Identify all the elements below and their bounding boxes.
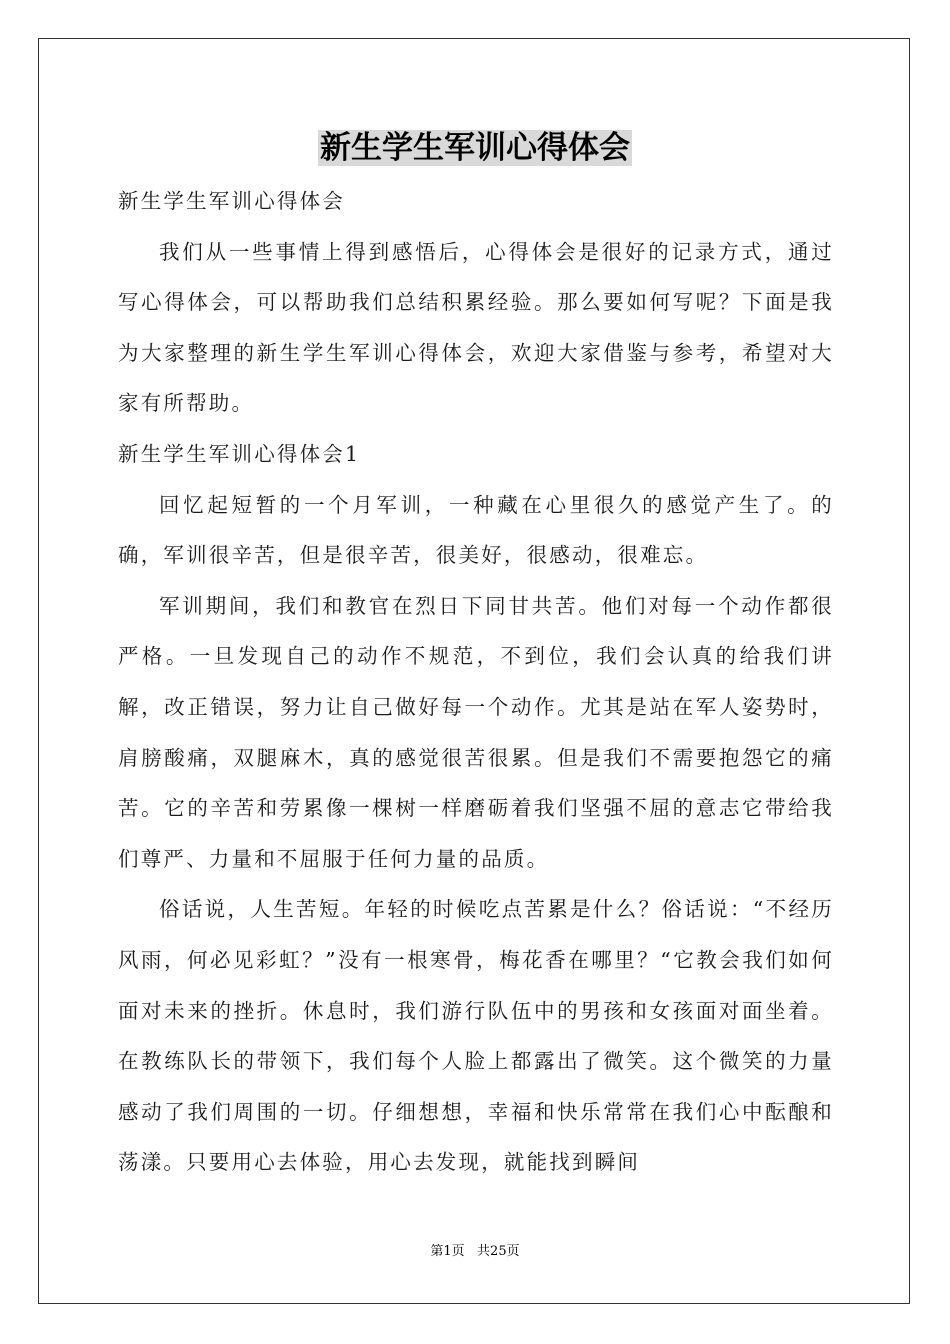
- document-body: [118, 176, 834, 1188]
- page-number: 第1页 共25页: [430, 1244, 520, 1259]
- paragraph-body-3: 俗话说，人生苦短。年轻的时候吃点苦累是什么？俗话说：“不经历风雨，何必见彩虹？”没有一根寒骨，梅花香在哪里？“它教会我们如何面对未来的挫折。休息时，我们游行队伍中的男孩和女孩面对面坐着。在教练队长的带领下，我们每个人脸上都露出了微笑。这个微笑的力量感动了我们周围的一切。仔细想想，幸福和快乐常常在我们心中酝酿和荡漾。只要用心去体验，用心去发现，就能找到瞬间: [118, 897, 834, 1175]
- paragraph-body-1: 回忆起短暂的一个月军训，一种藏在心里很久的感觉产生了。的确，军训很辛苦，但是很辛苦，很美好，很感动，很难忘。: [118, 492, 834, 568]
- document-title: [0, 124, 950, 172]
- document-title-text: 新生学生军训心得体会: [320, 130, 630, 166]
- paragraph-intro: 我们从一些事情上得到感悟后，心得体会是很好的记录方式，通过写心得体会，可以帮助我们总结积累经验。那么要如何写呢？下面是我为大家整理的新生学生军训心得体会，欢迎大家借鉴与参考，希望对大家有所帮助。: [118, 239, 834, 416]
- paragraph-subtitle: 新生学生军训心得体会: [118, 189, 345, 213]
- paragraph-body-2: 军训期间，我们和教官在烈日下同甘共苦。他们对每一个动作都很严格。一旦发现自己的动作不规范，不到位，我们会认真的给我们讲解，改正错误，努力让自己做好每一个动作。尤其是站在军人姿势时，肩膀酸痛，双腿麻木，真的感觉很苦很累。但是我们不需要抱怨它的痛苦。它的辛苦和劳累像一棵树一样磨砺着我们坚强不屈的意志它带给我们尊严、力量和不屈服于任何力量的品质。: [118, 593, 834, 871]
- paragraph-section-heading: 新生学生军训心得体会1: [118, 441, 361, 466]
